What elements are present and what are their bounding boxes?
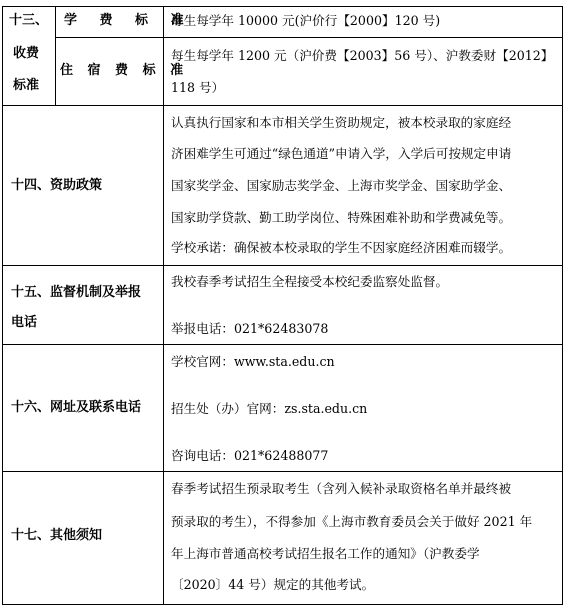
table-border-top bbox=[2, 6, 563, 7]
section16-heading: 十六、网址及联系电话 bbox=[11, 400, 142, 415]
section14-line: 学校承诺：确保被本校录取的学生不因家庭经济困难而辍学。 bbox=[171, 240, 512, 255]
section13-heading-line3: 标准 bbox=[13, 78, 40, 93]
section17-heading: 十七、其他须知 bbox=[11, 528, 103, 543]
section17-line: 春季考试招生预录取考生（含列入候补录取资格名单并最终被 bbox=[171, 481, 512, 496]
table-border-bottom bbox=[2, 604, 563, 605]
row-divider-13-14 bbox=[2, 105, 563, 106]
section13-heading-line2: 收费 bbox=[13, 46, 40, 61]
section13-heading: 十三、 bbox=[9, 13, 49, 28]
section15-heading: 十五、监督机制及举报 bbox=[11, 285, 142, 300]
inquiry-phone: 咨询电话：021*62488077 bbox=[171, 448, 329, 463]
section17-line: 〔2020〕44 号）规定的其他考试。 bbox=[171, 577, 375, 592]
section17-line: 预录取的考生），不得参加《上海市教育委员会关于做好 2021 年 bbox=[171, 514, 533, 529]
table-border-left bbox=[2, 6, 3, 604]
housing-label: 住 宿 费 标 准 bbox=[60, 63, 189, 78]
report-phone: 举报电话：021*62483078 bbox=[171, 321, 329, 336]
section14-line: 济困难学生可通过“绿色通道”申请入学，入学后可按规定申请 bbox=[171, 146, 512, 161]
housing-text-line1: 每生每学年 1200 元（沪价费【2003】56 号）、沪教委财【2012】 bbox=[171, 48, 554, 63]
table-border-right bbox=[562, 6, 563, 604]
row-divider-14-15 bbox=[2, 265, 563, 266]
section17-line: 年上海市普通高校考试招生报名工作的通知》（沪教委学 bbox=[171, 546, 480, 561]
section14-line: 国家奖学金、国家励志奖学金、上海市奖学金、国家助学金、 bbox=[171, 178, 512, 193]
housing-text-line2: 118 号） bbox=[171, 80, 225, 95]
section14-line: 国家助学贷款、勤工助学岗位、特殊困难补助和学费减免等。 bbox=[171, 210, 512, 225]
content-column-divider bbox=[163, 6, 164, 604]
section15-heading-line2: 电话 bbox=[11, 315, 38, 330]
admissions-website: 招生处（办）官网：zs.sta.edu.cn bbox=[171, 401, 368, 416]
row-divider-15-16 bbox=[2, 344, 563, 345]
row-divider-fees-inner bbox=[55, 37, 563, 38]
fees-subcolumn-divider bbox=[55, 6, 56, 105]
row-divider-16-17 bbox=[2, 471, 563, 472]
tuition-text: 每生每学年 10000 元(沪价行【2000】120 号) bbox=[171, 13, 441, 28]
tuition-label: 学 费 标 准 bbox=[64, 13, 193, 28]
supervision-text: 我校春季考试招生全程接受本校纪委监察处监督。 bbox=[171, 274, 449, 289]
school-website: 学校官网：www.sta.edu.cn bbox=[171, 354, 335, 369]
section14-line: 认真执行国家和本市相关学生资助规定，被本校录取的家庭经 bbox=[171, 115, 512, 130]
section14-heading: 十四、资助政策 bbox=[11, 178, 103, 193]
